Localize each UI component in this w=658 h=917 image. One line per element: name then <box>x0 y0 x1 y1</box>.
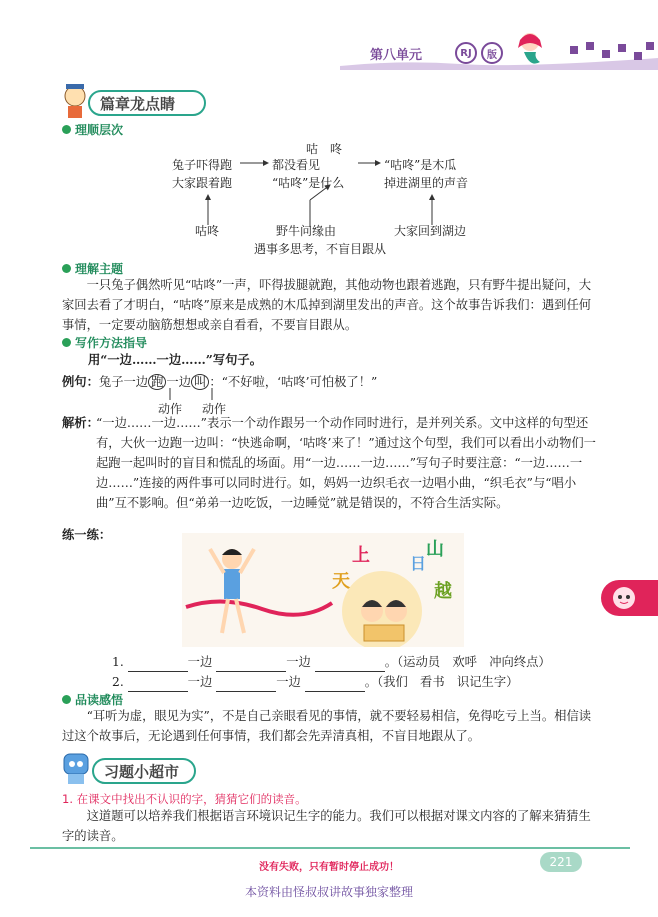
diagram-conclusion: 遇事多思考，不盲目跟从 <box>254 242 387 256</box>
footer-motto: 没有失败，只有暂时停止成功！ <box>259 862 399 873</box>
blank-1c[interactable] <box>315 658 385 672</box>
illustration-char-4: 山 <box>426 539 444 560</box>
blank-2a[interactable] <box>128 678 188 692</box>
section-title-xiti: 习题小超市 <box>104 763 180 781</box>
blank-2b[interactable] <box>216 678 276 692</box>
practice-label: 练一练： <box>62 527 112 542</box>
robot-mascot-icon <box>58 748 96 788</box>
footer-credit: 本资料由怪叔叔讲故事独家整理 <box>244 885 413 899</box>
theme-paragraph: 一只兔子偶然听见“咕咚”一声，吓得拔腿就跑，其他动物也跟着逃跑，只有野牛提出疑问，大家回去看了才明白，“咕咚”原来是成熟的木瓜掉到湖里发出的声音。这个故事告诉我们：遇到任何事情，一定要动脑筋想想或亲自看看，不要盲目跟从。 <box>62 278 592 332</box>
practice-illustration <box>182 533 464 647</box>
side-tab-face-icon <box>611 585 637 611</box>
action-label-2: 动作 <box>202 402 227 416</box>
diagram-cause-2: 野牛问缘由 <box>276 224 337 238</box>
subheading-writing: 写作方法指导 <box>62 334 147 351</box>
action-label-1: 动作 <box>158 402 183 416</box>
blank-1a[interactable] <box>128 658 188 672</box>
illustration-char-3: 日 <box>410 554 427 573</box>
edition-badge-ban: 版 <box>481 42 503 64</box>
diagram-title: 咕 咚 <box>306 142 343 156</box>
bullet-dot-icon <box>62 264 71 273</box>
bullet-dot-icon <box>62 125 71 134</box>
action-word-1: 跑 <box>148 374 166 390</box>
action-pointer-lines <box>150 388 240 400</box>
diagram-box-3: “咕咚”是木瓜 掉进湖里的声音 <box>384 158 469 190</box>
section-title-pianzhang: 篇章龙点睛 <box>100 95 176 113</box>
action-word-2: 叫 <box>191 374 209 390</box>
edition-badge-rj: RJ <box>455 42 477 64</box>
diagram-box-2: 都没看见 “咕咚”是什么 <box>272 158 345 190</box>
diagram-cause-3: 大家回到湖边 <box>394 224 467 238</box>
scholar-mascot-icon <box>58 82 92 120</box>
unit-label: 第八单元 <box>370 48 423 63</box>
subheading-structure: 理顺层次 <box>62 121 123 138</box>
diagram-box-1: 兔子吓得跑 大家跟着跑 <box>172 158 233 190</box>
writing-guide: 用“一边……一边……”写句子。 <box>88 352 263 367</box>
footer-divider <box>30 847 630 849</box>
reflection-paragraph: “耳听为虚，眼见为实”，不是自己亲眼看见的事情，就不要轻易相信，免得吃亏上当。相信读过这个故事后，无论遇到任何事情，我们都会先弄清真相，不盲目地跟从了。 <box>62 709 592 743</box>
illustration-char-2: 上 <box>352 545 370 566</box>
subheading-theme: 理解主题 <box>62 260 123 277</box>
analysis-block: 解析： “一边……一边……”表示一个动作跟另一个动作同时进行，是并列关系。文中这样的句型还有，大伙一边跑一边叫：“快逃命啊，‘咕咚’来了！”通过这个句型，我们可以看出小动物们一起跑一起叫时的盲目和慌乱的场面。用“一边……一边……”写句子时要注意：“一边……一边……”连接的两件事可以同时进行。如，妈妈一边织毛衣一边唱小曲，“织毛衣”与“唱小曲”互不影响。但“弟弟一边吃饭，一边睡觉”就是错误的，不符合生活实际。 <box>62 415 596 510</box>
bullet-dot-icon <box>62 695 71 704</box>
illustration-char-1: 天 <box>332 571 350 592</box>
mermaid-mascot-icon <box>510 28 550 68</box>
question-1: 1. 在课文中找出不认识的字，猜猜它们的读音。 <box>62 792 307 806</box>
diagram-cause-1: 咕咚 <box>195 224 220 238</box>
answer-1: 这道题可以培养我们根据语言环境识记生字的能力。我们可以根据对课文内容的了解来猜猜生字的读音。 <box>62 809 591 843</box>
blank-1b[interactable] <box>216 658 286 672</box>
blank-2c[interactable] <box>305 678 365 692</box>
example-sentence: 例句：兔子一边 跑 一边 叫 ：“不好啦，‘咕咚’可怕极了！” <box>62 374 378 389</box>
page-number: 221 <box>540 852 582 872</box>
illustration-char-5: 越 <box>434 581 452 602</box>
bullet-dot-icon <box>62 338 71 347</box>
subheading-reflection: 品读感悟 <box>62 691 123 708</box>
side-tab <box>601 580 658 616</box>
practice-line-1: 1. 一边 一边 。（运动员 欢呼 冲向终点） <box>112 652 551 672</box>
practice-line-2: 2. 一边 一边 。（我们 看书 识记生字） <box>112 672 518 692</box>
